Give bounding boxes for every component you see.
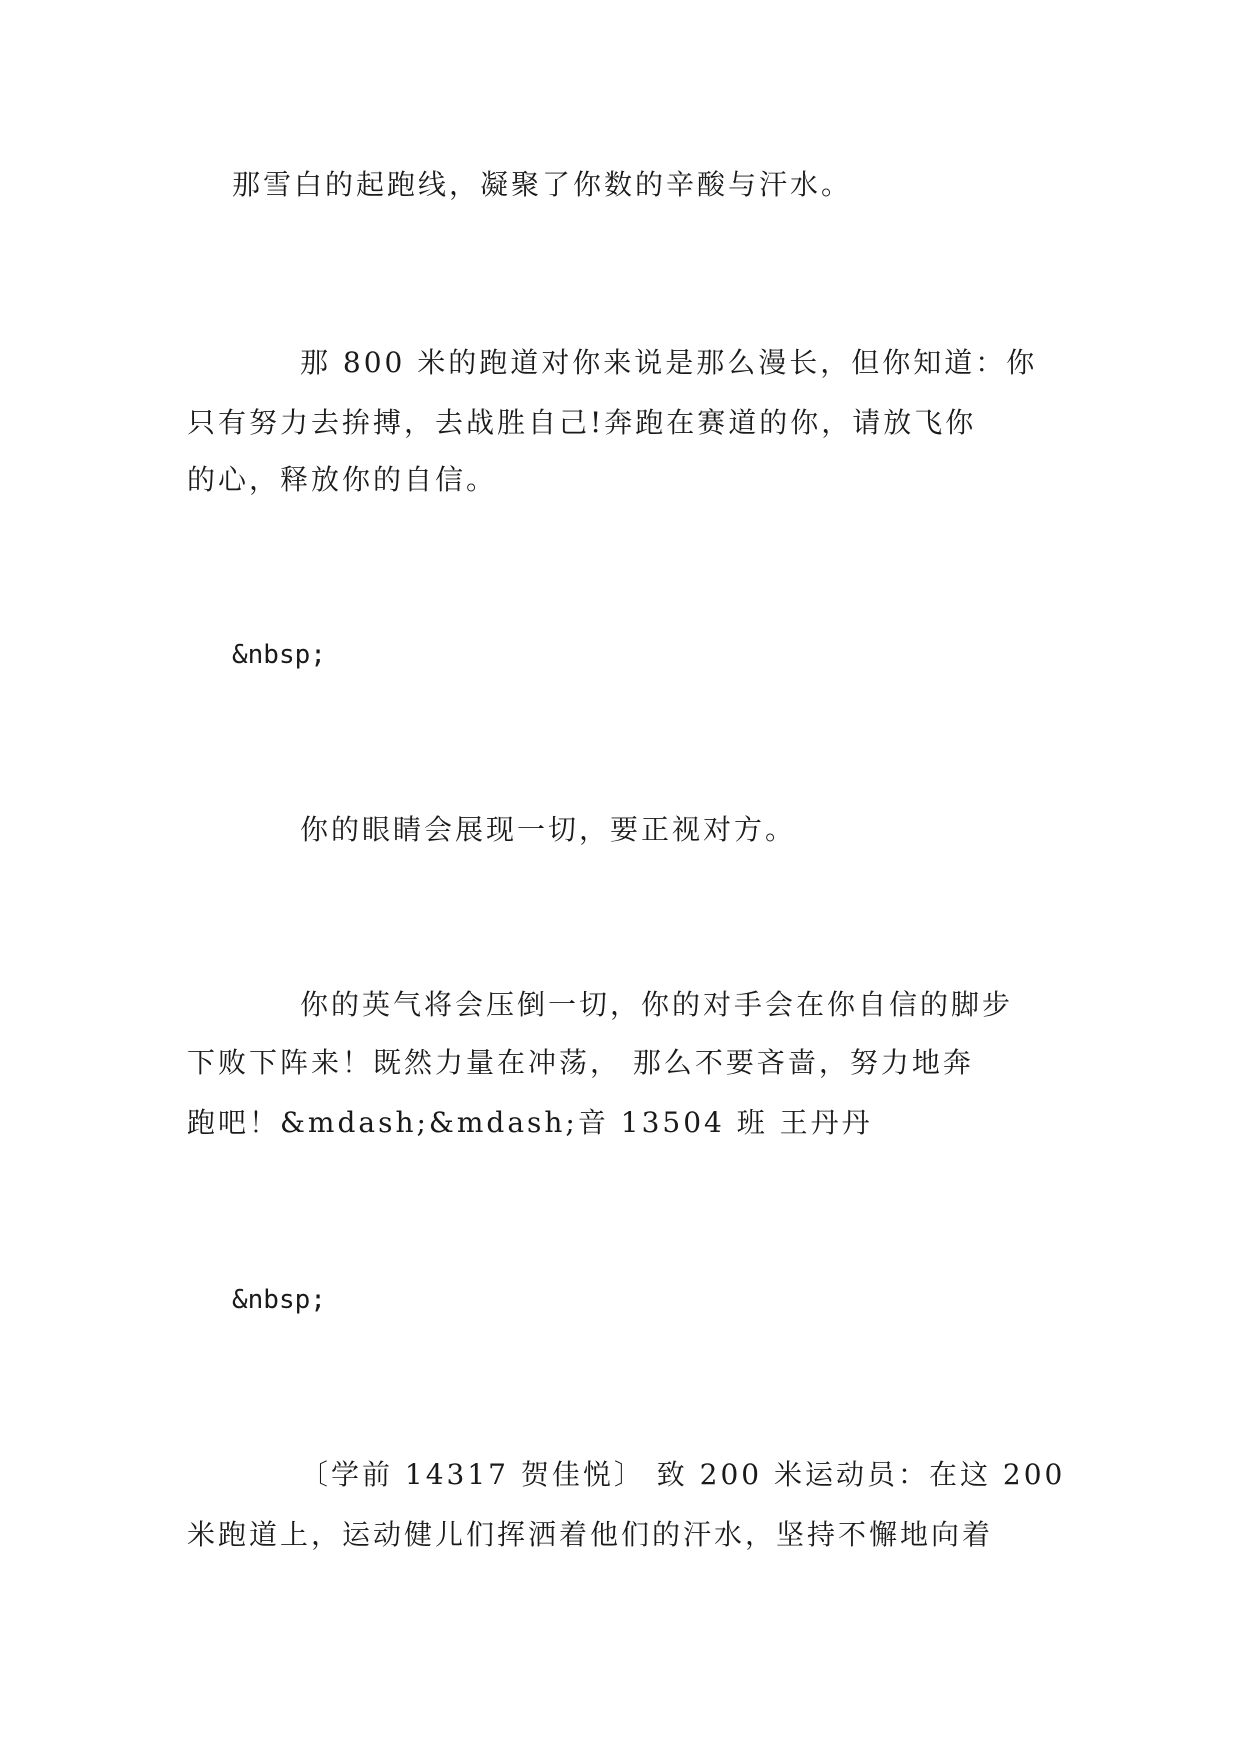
paragraph-line: 你的英气将会压倒一切，你的对手会在你自信的脚步	[300, 988, 1014, 1021]
paragraph-line: 只有努力去拚搏，去战胜自己!奔跑在赛道的你，请放飞你	[187, 406, 977, 439]
paragraph-line: 跑吧！&mdash;&mdash;音 13504 班 王丹丹	[187, 1106, 873, 1139]
paragraph-line: 米跑道上，运动健儿们挥洒着他们的汗水，坚持不懈地向着	[187, 1518, 994, 1551]
paragraph-line: 那雪白的起跑线，凝聚了你数的辛酸与汗水。	[232, 168, 853, 201]
paragraph-line: 的心，释放你的自信。	[187, 463, 498, 496]
paragraph-line: 〔学前 14317 贺佳悦〕 致 200 米运动员：在这 200	[300, 1458, 1066, 1491]
paragraph-line: 你的眼睛会展现一切，要正视对方。	[300, 813, 797, 846]
paragraph-line: 下败下阵来！既然力量在冲荡， 那么不要吝啬，努力地奔	[187, 1046, 974, 1079]
paragraph-line: &nbsp;	[232, 640, 326, 670]
paragraph-line: 那 800 米的跑道对你来说是那么漫长，但你知道：你	[300, 346, 1038, 379]
paragraph-line: &nbsp;	[232, 1285, 326, 1315]
